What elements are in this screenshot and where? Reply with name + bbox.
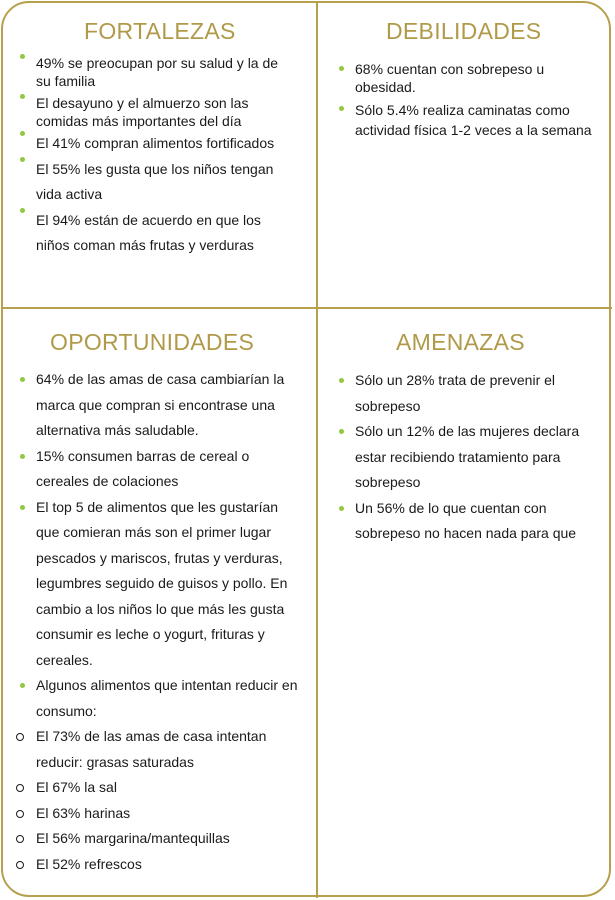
list-item: Sólo un 28% trata de prevenir el sobrepeso [336,368,601,419]
sub-list-item: El 52% refrescos [17,852,305,878]
sub-list-item: El 56% margarina/mantequillas [17,826,305,852]
list-item: 68% cuentan con sobrepeso u obesidad. [336,60,601,96]
list-item: El 41% compran alimentos fortificados [17,131,295,157]
list-item: Sólo 5.4% realiza caminatas como actividad física 1-2 veces a la semana [336,100,601,140]
fortalezas-title: FORTALEZAS [84,18,236,44]
debilidades-list [336,60,601,140]
list-item: Algunos alimentos que intentan reducir en consumo: [17,673,305,724]
oportunidades-list [17,367,305,877]
list-item: 15% consumen barras de cereal o cereales de colaciones [17,444,305,495]
sub-list-item: El 67% la sal [17,775,305,801]
sub-list-item: El 73% de las amas de casa intentan reducir: grasas saturadas [17,724,305,775]
list-item: El 94% están de acuerdo en que los niños coman más frutas y verduras [17,208,295,259]
amenazas-title: AMENAZAS [396,329,525,355]
list-item: 49% se preocupan por su salud y la de su familia [17,54,295,90]
list-item: Sólo un 12% de las mujeres declara estar recibiendo tratamiento para sobrepeso [336,419,601,496]
horizontal-divider [1,307,612,309]
vertical-divider [316,1,318,898]
list-item: Un 56% de lo que cuentan con sobrepeso no hacen nada para que [336,496,601,547]
amenazas-list [336,368,601,547]
list-item: El 55% les gusta que los niños tengan vida activa [17,157,295,208]
debilidades-title: DEBILIDADES [386,18,542,44]
sub-list-item: El 63% harinas [17,801,305,827]
list-item: El desayuno y el almuerzo son las comidas más importantes del día [17,94,295,130]
list-item: El top 5 de alimentos que les gustarían que comieran más son el primer lugar pescados y mariscos, frutas y verduras, legumbres seguido de guisos y pollo. En cambio a los niños lo que más les gusta consumir es leche o yogurt, frituras y cereales. [17,495,305,674]
list-item: 64% de las amas de casa cambiarían la marca que compran si encontrase una alternativa más saludable. [17,367,305,444]
fortalezas-list [17,54,295,259]
oportunidades-title: OPORTUNIDADES [50,329,255,355]
